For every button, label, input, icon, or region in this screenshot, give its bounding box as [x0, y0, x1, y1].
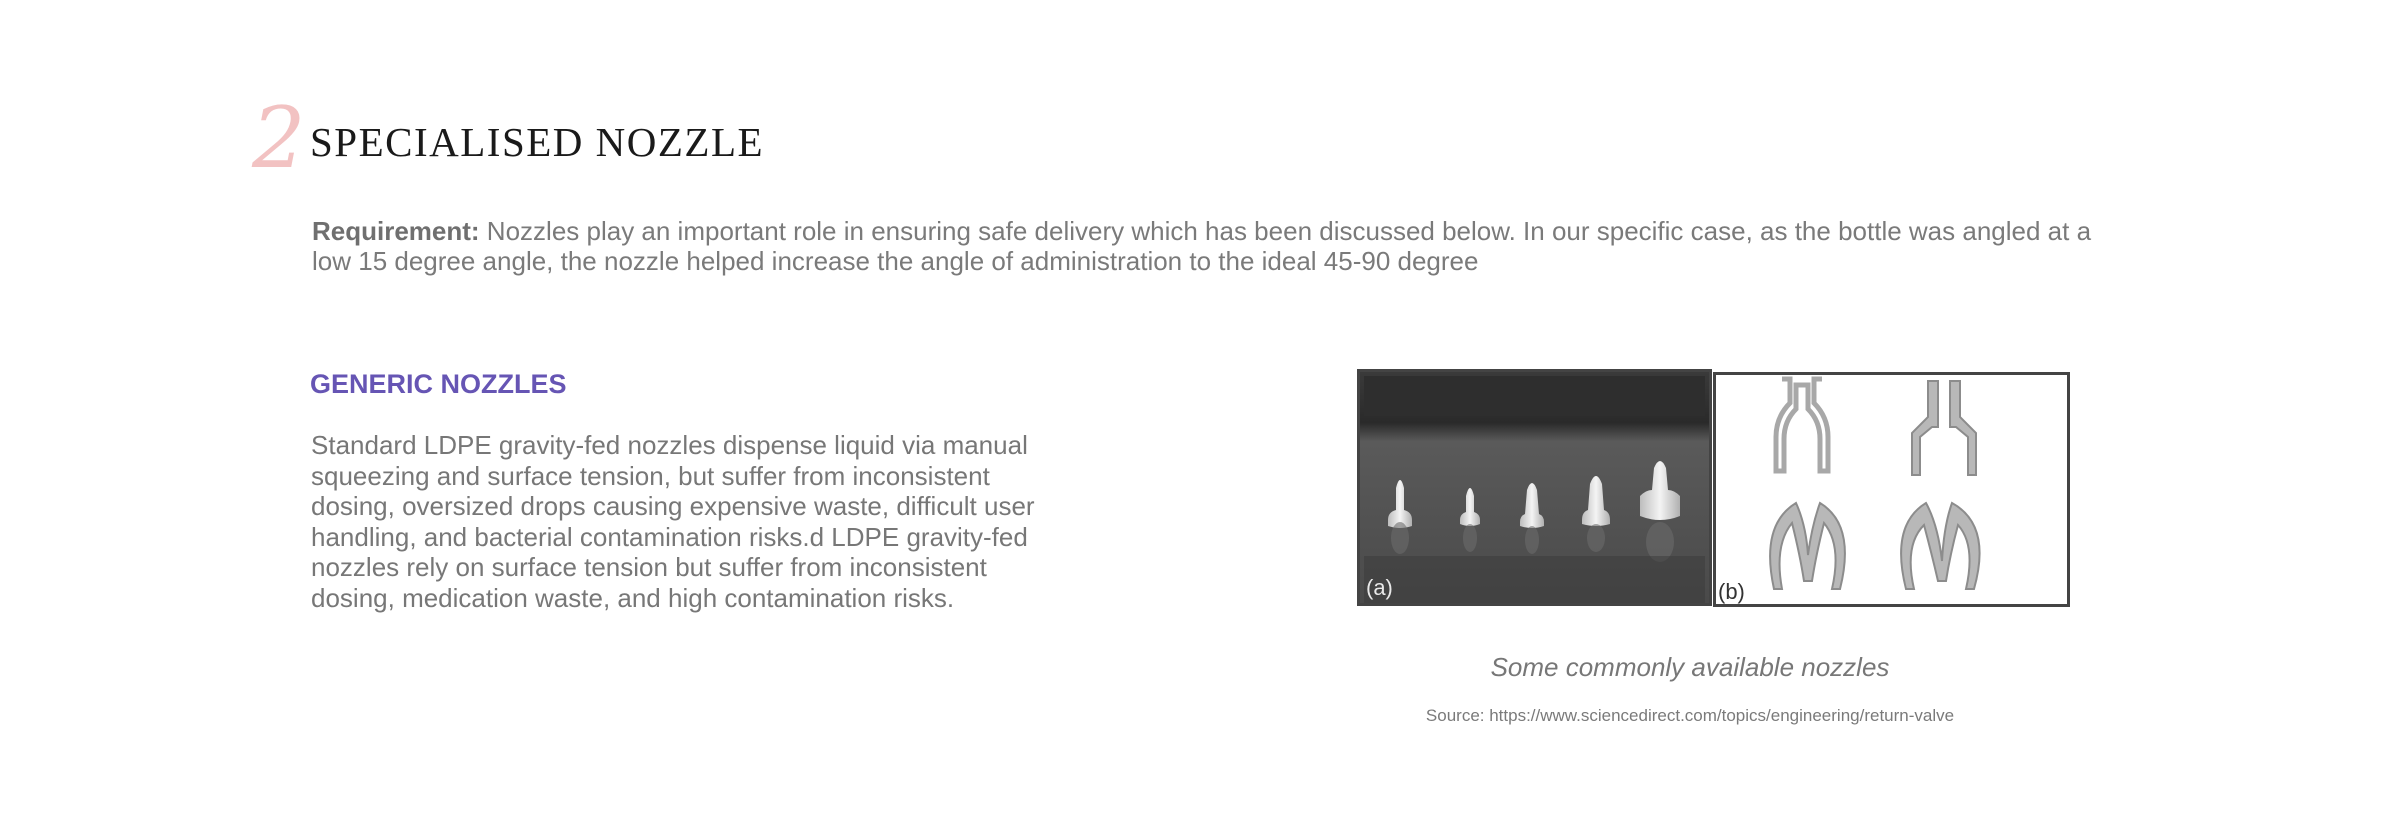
- nozzle-photo-panel: [1357, 369, 1712, 606]
- section-number: 2: [252, 89, 306, 187]
- figure-source: Source: https://www.sciencedirect.com/topics/engineering/return-valve: [1425, 706, 1955, 725]
- requirement-paragraph: [312, 216, 2102, 276]
- figure-caption: Some commonly available nozzles: [1490, 652, 1890, 682]
- page-title: SPECIALISED NOZZLE: [310, 119, 765, 165]
- nozzle-diagram-illustration: [1716, 375, 2067, 604]
- requirement-text: Nozzles play an important role in ensuring safe delivery which has been discussed below. In our specific case, as the bottle was angled at a low 15 degree angle, the nozzle helped increase the angle of administration to the ideal 45-90 degree: [312, 216, 2092, 276]
- nozzle-diagram-panel: [1713, 372, 2070, 607]
- panel-b-label: (b): [1718, 579, 1745, 604]
- nozzle-figure: [1357, 369, 2070, 607]
- requirement-label: Requirement:: [312, 216, 480, 246]
- nozzle-photo-illustration: [1360, 372, 1709, 603]
- panel-a-label: (a): [1366, 575, 1393, 600]
- generic-nozzles-heading: GENERIC NOZZLES: [310, 369, 567, 399]
- generic-nozzles-body: Standard LDPE gravity-fed nozzles dispense liquid via manual squeezing and surface tension, but suffer from inconsistent dosing, oversized drops causing expensive waste, difficult user handling, and bacterial contamination risks.d LDPE gravity-fed nozzles rely on surface tension but suffer from inconsistent dosing, medication waste, and high contamination risks.: [311, 430, 1035, 613]
